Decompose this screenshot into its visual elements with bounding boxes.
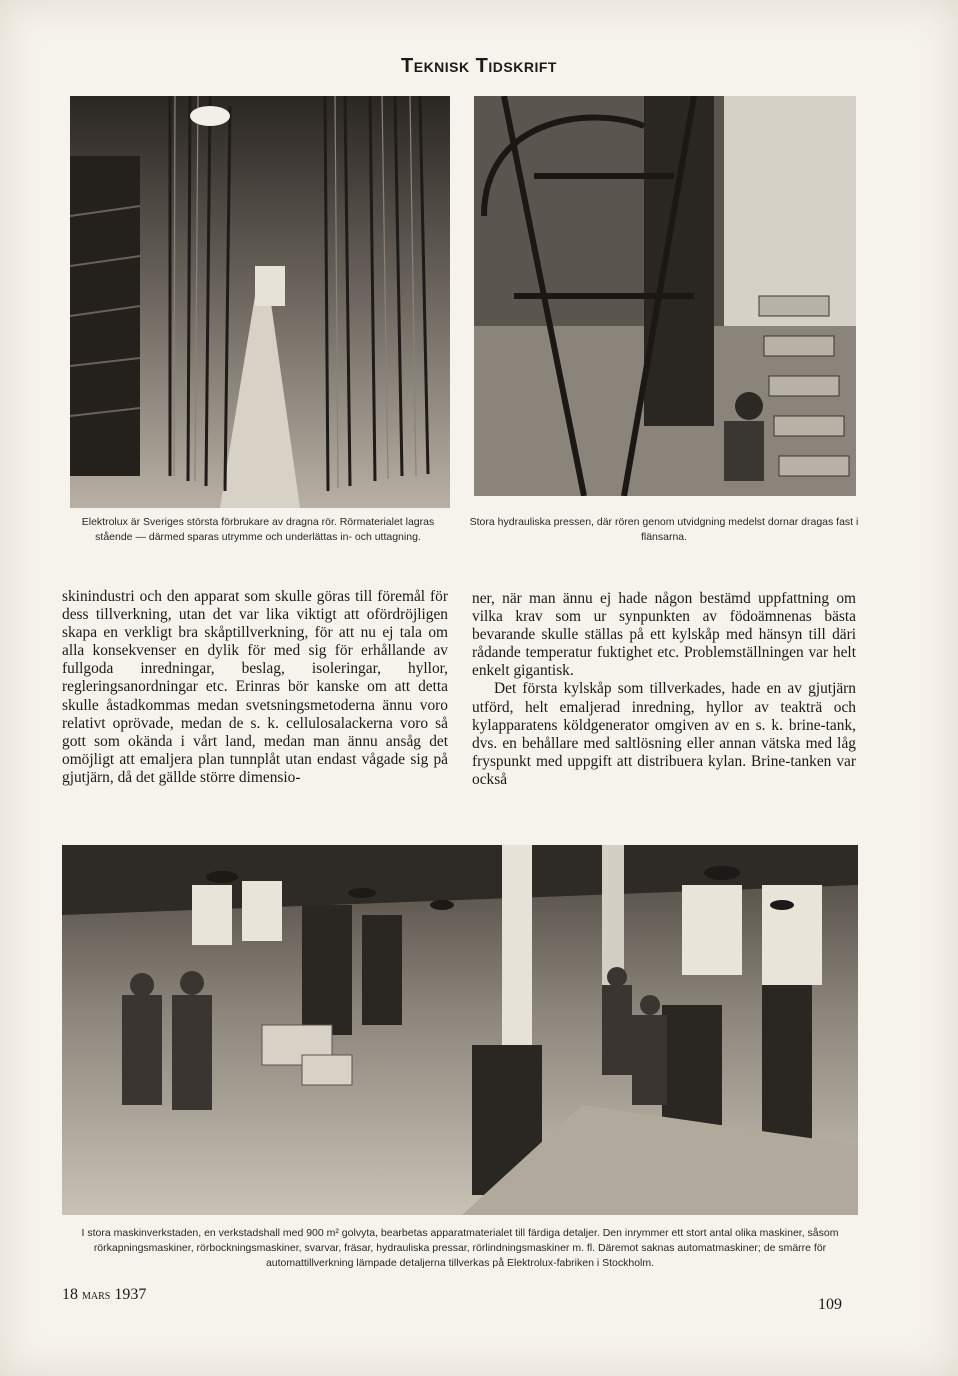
caption-pipe-storage: Elektrolux är Sveriges största förbrukare av dragna rör. Rörmaterialet lagras stående — därmed sparas utrymme och underlättas in- och uttagning.: [81, 516, 435, 543]
photo-pipe-storage: [70, 96, 450, 508]
photo-machine-workshop: [62, 845, 858, 1215]
date-month: mars: [82, 1288, 111, 1303]
body-paragraph: ner, när man ännu ej hade någon bestämd uppfattning om vilka krav som ur synpunkten av födoämnenas bästa bevarande skulle ställas på ett kylskåp med hänsyn till däri rådande temperatur fuktighet etc. Problemställningen var helt enkelt gigantisk.: [472, 590, 856, 680]
body-paragraph: Det första kylskåp som tillverkades, hade en av gjutjärn utförd, helt emaljerad inredning, hyllor av teakträ och kylapparatens köldgenerator omgiven av en s. k. brine-tank, dvs. en behållare med saltlösning eller annan vätska med låg fryspunkt med uppgift att distribuera kylan. Brine-tanken var också: [472, 680, 856, 788]
pipe-storage-image: [70, 96, 450, 508]
issue-date: [62, 1286, 146, 1304]
body-paragraph: skinindustri och den apparat som skulle göras till föremål för dess tillverkning, utan det var lika viktigt att ofördröjligen skapa en verkligt bra skåptillverkning, för att nu ej tala om alla konsekvenser en dylik för med sig för erhållande av fullgoda inredningar, beslag, isoleringar, hyllor, regleringsanordningar etc. Erinras bör kanske om att detta skulle åstadkommas medan svetsningsmetoderna ännu voro relativt oprövade, medan de s. k. cellulosalackerna voro så gott som okända i vårt land, medan man ännu ansåg det omöjligt att emaljera plan tunnplåt utan endast vågade sig på gjutjärn, då det gällde större dimensio-: [62, 588, 448, 786]
page-number: 109: [818, 1296, 842, 1313]
machine-workshop-image: [62, 845, 858, 1215]
caption-machine-workshop: I stora maskinverkstaden, en verkstadshall med 900 m² golvyta, bearbetas apparatmaterialet till färdiga detaljer. Den inrymmer ett stort antal olika maskiner, såsom rörkapningsmaskiner, rörbockningsmaskiner, svarvar, fräsar, hydrauliska pressar, rörlindningsmaskiner m. fl. Däremot saknas automatmaskiner; de smärre för automattillverkning lämpade detaljerna tillverkas på Elektrolux-fabriken i Stockholm.: [81, 1227, 839, 1269]
date-day: 18: [62, 1286, 78, 1303]
photo-hydraulic-press: [474, 96, 856, 496]
body-column-right: [472, 590, 856, 789]
hydraulic-press-image: [474, 96, 856, 496]
body-column-left: [62, 588, 448, 787]
caption-hydraulic-press: Stora hydrauliska pressen, där rören genom utvidgning medelst dornar dragas fast i flänsarna.: [469, 516, 859, 543]
date-year: 1937: [114, 1286, 147, 1303]
running-head: Teknisk Tidskrift: [401, 55, 557, 77]
